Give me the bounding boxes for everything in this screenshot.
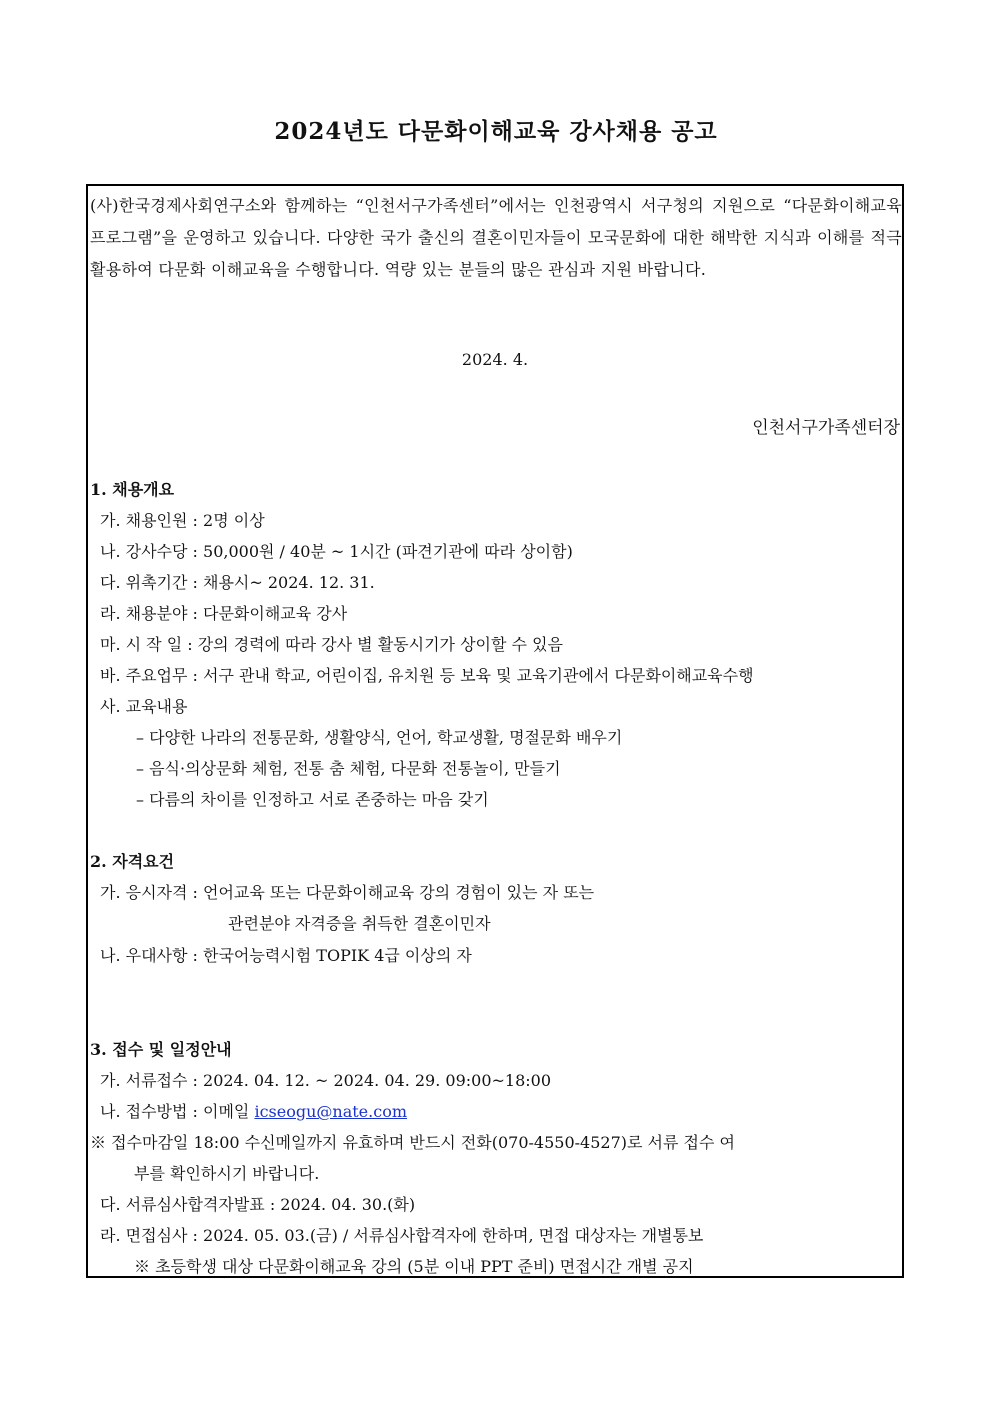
list-item: 가. 채용인원 : 2명 이상 bbox=[100, 511, 265, 530]
interview-note: ※ 초등학생 대상 다문화이해교육 강의 (5분 이내 PPT 준비) 면접시간 개별 공지 bbox=[134, 1257, 694, 1276]
section-2-heading: 2. 자격요건 bbox=[90, 852, 175, 871]
list-item bbox=[100, 1102, 407, 1122]
email-link[interactable]: icseogu@nate.com bbox=[254, 1102, 407, 1121]
section-1-heading: 1. 채용개요 bbox=[90, 480, 175, 499]
list-item: 다. 위촉기간 : 채용시~ 2024. 12. 31. bbox=[100, 573, 375, 592]
page-title: 2024년도 다문화이해교육 강사채용 공고 bbox=[274, 118, 718, 145]
list-item: 가. 서류접수 : 2024. 04. 12. ~ 2024. 04. 29. 09:00~18:00 bbox=[100, 1071, 552, 1090]
announcement-box bbox=[86, 184, 904, 1278]
list-item: 사. 교육내용 bbox=[100, 697, 188, 716]
announcement-date: 2024. 4. bbox=[461, 350, 529, 369]
content-item: – 다양한 나라의 전통문화, 생활양식, 언어, 학교생활, 명절문화 배우기 bbox=[136, 728, 623, 747]
submission-method-label: 나. 접수방법 : 이메일 bbox=[100, 1102, 255, 1121]
deadline-note-continuation: 부를 확인하시기 바랍니다. bbox=[134, 1164, 320, 1183]
section-3-heading: 3. 접수 및 일정안내 bbox=[90, 1040, 232, 1059]
list-item: 바. 주요업무 : 서구 관내 학교, 어린이집, 유치원 등 보육 및 교육기관에서 다문화이해교육수행 bbox=[100, 666, 754, 685]
list-item: 가. 응시자격 : 언어교육 또는 다문화이해교육 강의 경험이 있는 자 또는 bbox=[100, 883, 595, 902]
content-item: – 음식·의상문화 체험, 전통 춤 체험, 다문화 전통놀이, 만들기 bbox=[136, 759, 561, 778]
list-item: 라. 면접심사 : 2024. 05. 03.(금) / 서류심사합격자에 한하며, 면접 대상자는 개별통보 bbox=[100, 1226, 704, 1245]
list-item: 나. 우대사항 : 한국어능력시험 TOPIK 4급 이상의 자 bbox=[100, 946, 472, 965]
content-item: – 다름의 차이를 인정하고 서로 존중하는 마음 갖기 bbox=[136, 790, 489, 809]
list-item: 다. 서류심사합격자발표 : 2024. 04. 30.(화) bbox=[100, 1195, 416, 1214]
list-item: 마. 시 작 일 : 강의 경력에 따라 강사 별 활동시기가 상이할 수 있음 bbox=[100, 635, 563, 654]
deadline-note: ※ 접수마감일 18:00 수신메일까지 유효하며 반드시 전화(070-4550-4527)로 서류 접수 여 bbox=[90, 1133, 736, 1152]
list-item-continuation: 관련분야 자격증을 취득한 결혼이민자 bbox=[228, 914, 491, 933]
intro-paragraph: (사)한국경제사회연구소와 함께하는 “인천서구가족센터”에서는 인천광역시 서구청의 지원으로 “다문화이해교육 프로그램”을 운영하고 있습니다. 다양한 국가 출신의 결혼이민자들이 모국문화에 대한 해박한 지식과 이해를 적극 활용하여 다문화 이해교육을 수행합니다. 역량 있는 분들의 많은 관심과 지원 바랍니다. bbox=[90, 196, 902, 279]
list-item: 나. 강사수당 : 50,000원 / 40분 ~ 1시간 (파견기관에 따라 상이함) bbox=[100, 542, 573, 561]
signature: 인천서구가족센터장 bbox=[752, 418, 900, 438]
list-item: 라. 채용분야 : 다문화이해교육 강사 bbox=[100, 604, 348, 623]
